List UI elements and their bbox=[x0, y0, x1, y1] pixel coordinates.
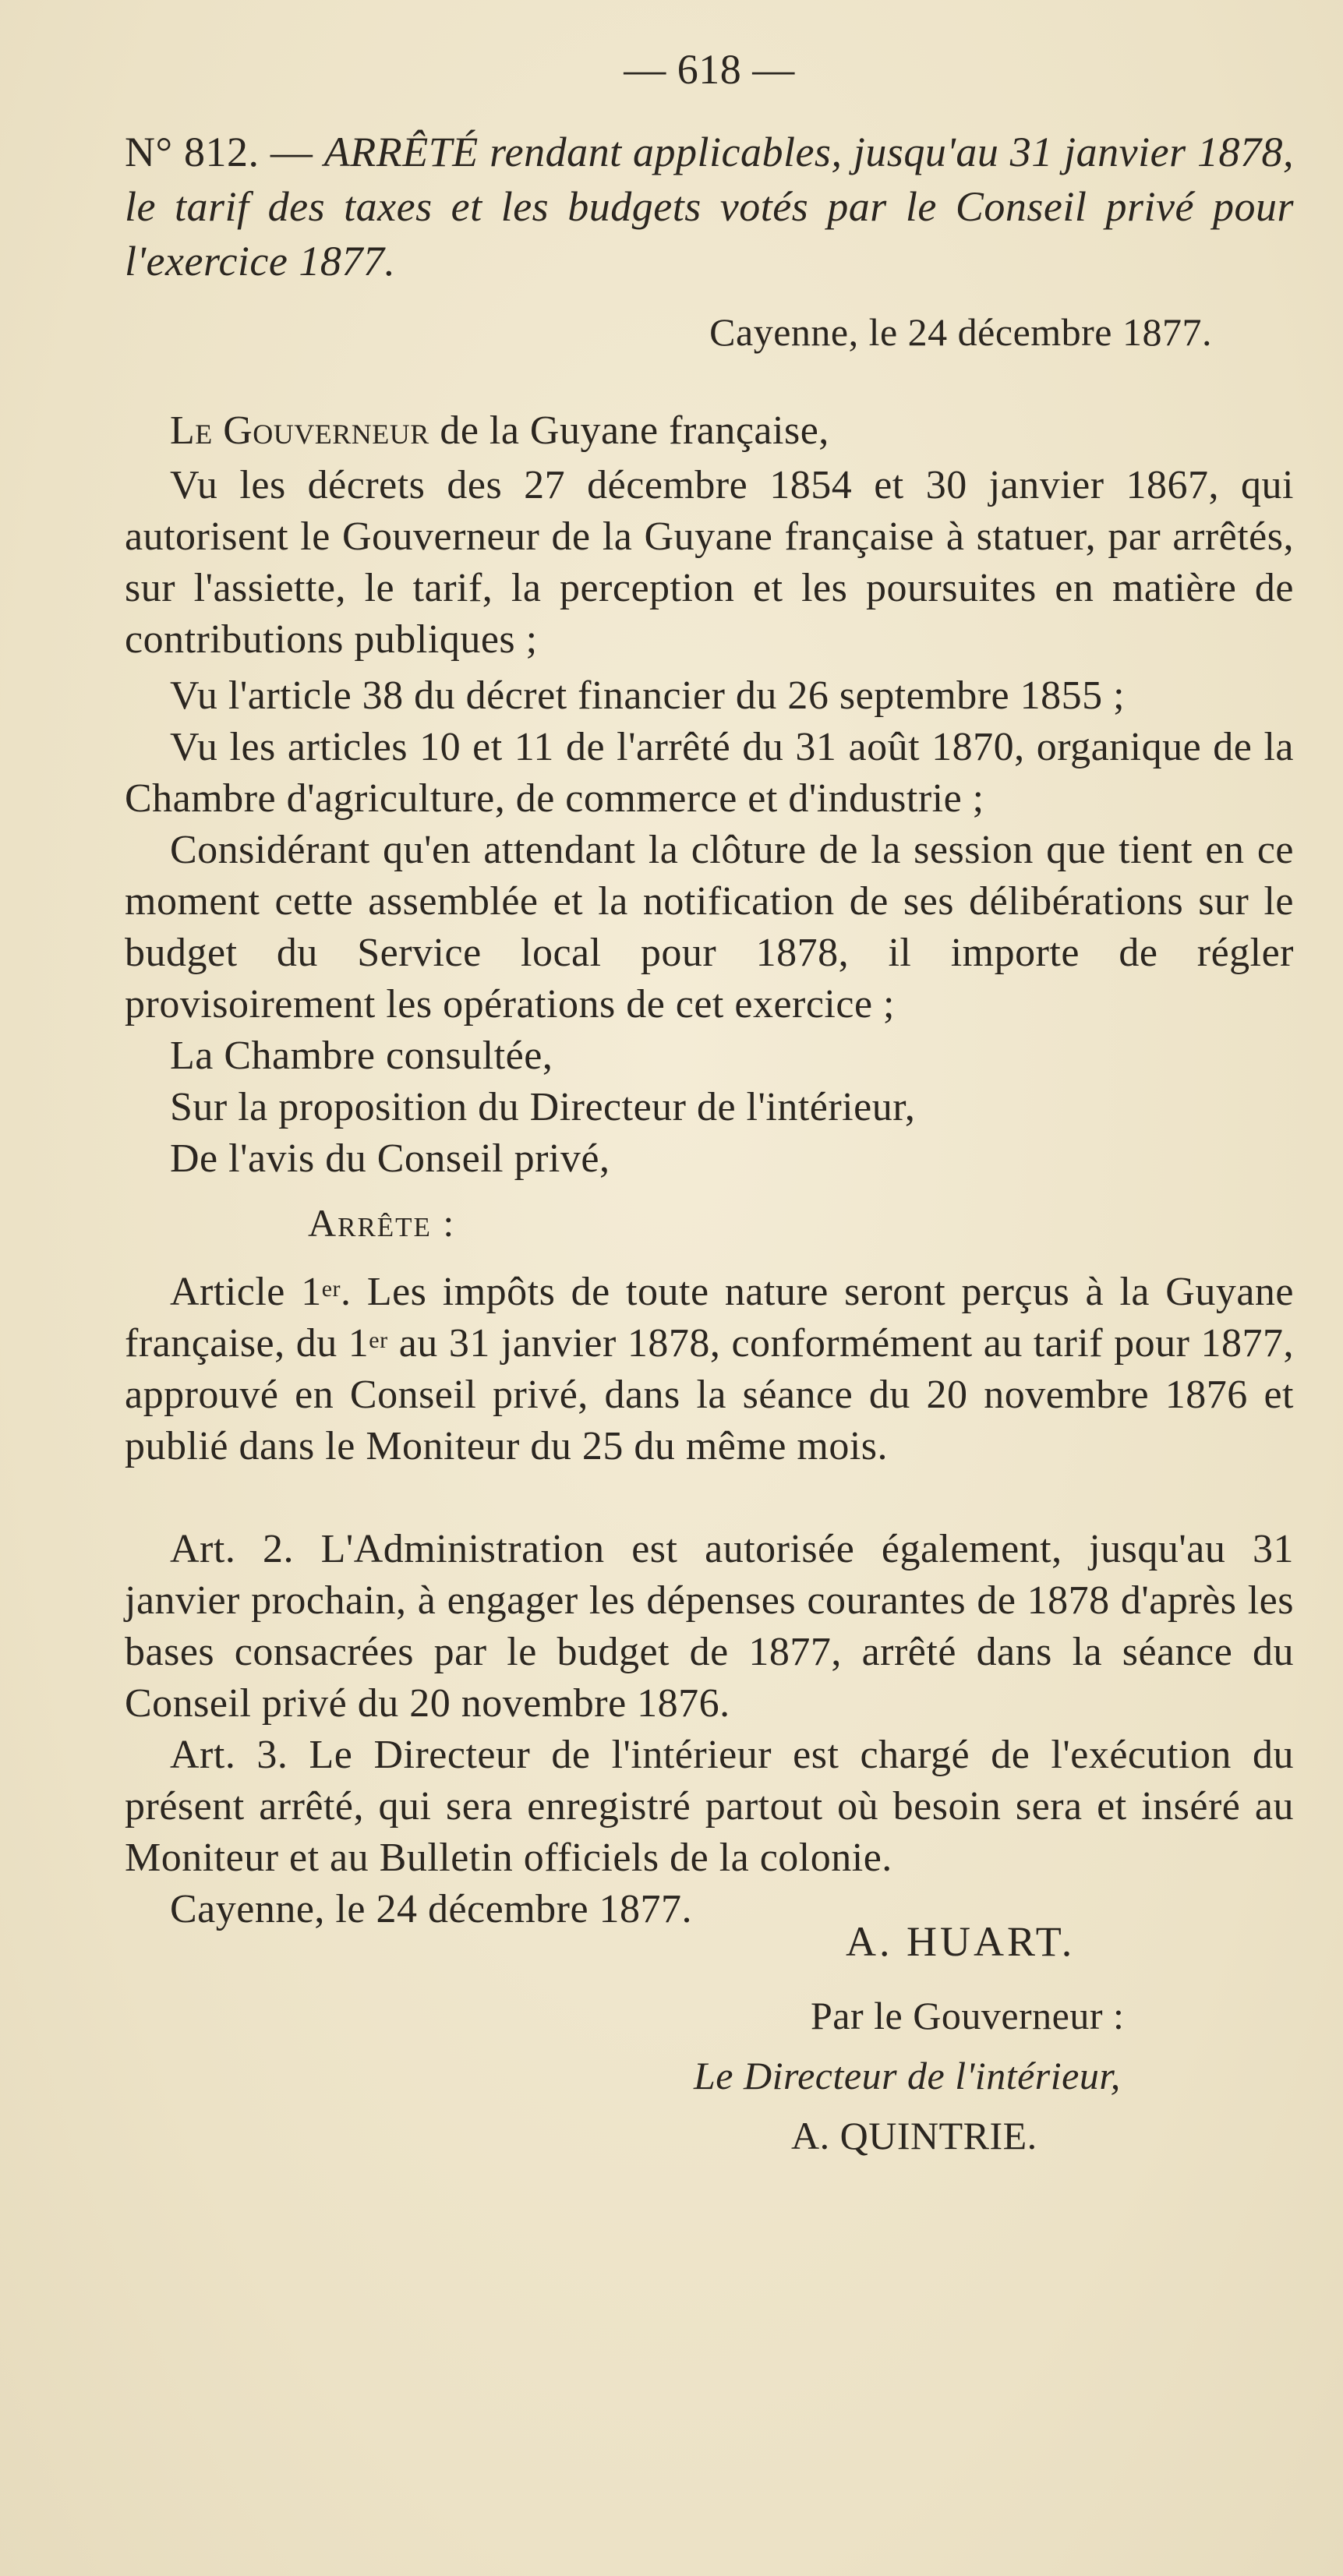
consideration-item: La Chambre consultée, bbox=[170, 1034, 553, 1078]
page-number: — 618 — bbox=[624, 46, 795, 93]
article-3: Art. 3. Le Directeur de l'intérieur est chargé de l'exécution du présent arrêté, qui sera enregistré partout où besoin sera et inséré au Moniteur et au Bulletin officiels de la colonie. bbox=[125, 1733, 1294, 1880]
title-dash: — bbox=[259, 129, 324, 175]
article-1-sup2: er bbox=[369, 1327, 388, 1353]
place-date: Cayenne, le 24 décembre 1877. bbox=[709, 310, 1212, 354]
signature-role: Le Directeur de l'intérieur, bbox=[694, 2054, 1121, 2097]
article-1 bbox=[125, 1267, 1294, 1472]
signature-par: Par le Gouverneur : bbox=[811, 1994, 1125, 2037]
article-1-sup: er bbox=[321, 1276, 341, 1302]
intro-rest: de la Guyane française, bbox=[429, 408, 829, 453]
consideration-item: Vu l'article 38 du décret financier du 26 septembre 1855 ; bbox=[170, 673, 1126, 718]
title-number: N° 812. bbox=[125, 129, 260, 175]
consideration-item: Considérant qu'en attendant la clôture de la session que tient en ce moment cette assemblée et la notification de ses délibérations sur le budget du Service local pour 1878, il importe de régler provisoirement les opérations de cet exercice ; bbox=[125, 828, 1294, 1027]
arrete-heading: Arrête : bbox=[308, 1201, 456, 1245]
signature-director: A. QUINTRIE. bbox=[791, 2114, 1037, 2157]
consideration-item: Vu les décrets des 27 décembre 1854 et 30 janvier 1867, qui autorisent le Gouverneur de la Guyane française à statuer, par arrêtés, sur l'assiette, le tarif, la perception et les poursuites en matière de contributions publiques ; bbox=[125, 463, 1294, 662]
consideration-item: Vu les articles 10 et 11 de l'arrêté du 31 août 1870, organique de la Chambre d'agriculture, de commerce et d'industrie ; bbox=[125, 725, 1294, 821]
intro-lead: Le Gouverneur bbox=[170, 408, 429, 453]
consideration-item: Sur la proposition du Directeur de l'intérieur, bbox=[170, 1085, 916, 1129]
signature-name: A. HUART. bbox=[846, 1918, 1076, 1965]
title-text: ARRÊTÉ rendant applicables, jusqu'au 31 janvier 1878, le tarif des taxes et les budgets votés par le Conseil privé pour l'exercice 1877. bbox=[125, 129, 1295, 284]
article-1-prefix: Article 1 bbox=[170, 1270, 322, 1314]
document-title bbox=[125, 125, 1294, 288]
consideration-item: De l'avis du Conseil privé, bbox=[170, 1136, 610, 1181]
intro-line bbox=[125, 405, 1294, 457]
closing-date: Cayenne, le 24 décembre 1877. bbox=[170, 1887, 693, 1931]
article-1-text-b: au 31 janvier 1878, conformément au tarif pour 1877, approuvé en Conseil privé, dans la séance du 20 novembre 1876 et publié dans le Moniteur du 25 du même mois. bbox=[125, 1321, 1294, 1468]
article-2: Art. 2. L'Administration est autorisée également, jusqu'au 31 janvier prochain, à engager les dépenses courantes de 1878 d'après les bases consacrées par le budget de 1877, arrêté dans la séance du Conseil privé du 20 novembre 1876. bbox=[125, 1527, 1294, 1726]
article-1-text-a: . Les impôts de toute nature seront perçus à la Guyane française, du 1 bbox=[125, 1270, 1295, 1366]
